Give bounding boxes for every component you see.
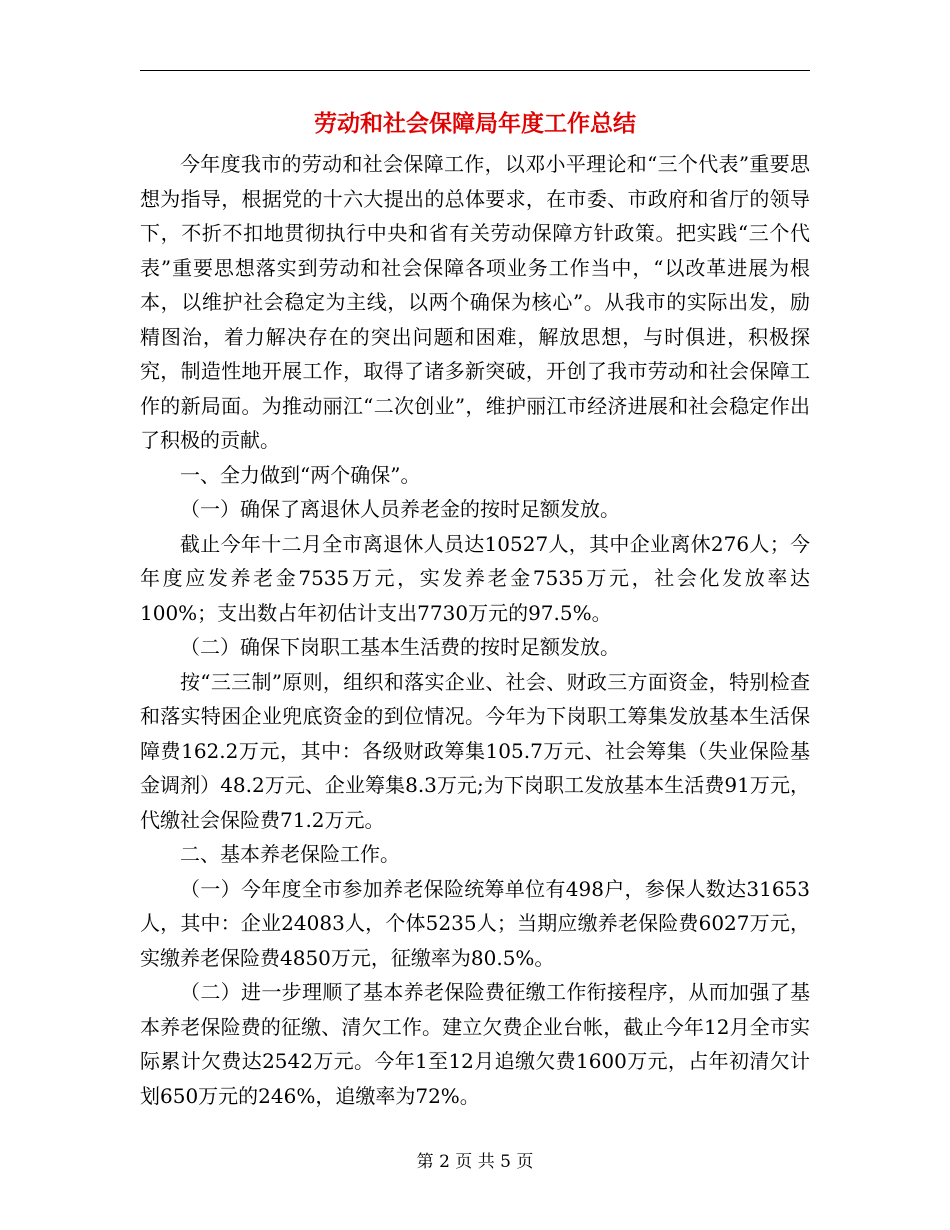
document-body [140,147,810,1113]
paragraph-intro: 今年度我市的劳动和社会保障工作，以邓小平理论和“三个代表”重要思想为指导，根据党的十六大提出的总体要求，在市委、市政府和省厅的领导下，不折不扣地贯彻执行中央和省有关劳动保障方针政策。把实践“三个代表”重要思想落实到劳动和社会保障各项业务工作当中，“以改革进展为根本，以维护社会稳定为主线，以两个确保为核心”。从我市的实际出发，励精图治，着力解决存在的突出问题和困难，解放思想，与时俱进，积极探究，制造性地开展工作，取得了诸多新突破，开创了我市劳动和社会保障工作的新局面。为推动丽江“二次创业”，维护丽江市经济进展和社会稳定作出了积极的贡献。 [140,152,810,452]
section-heading-1: 一、全力做到“两个确保”。 [180,462,421,487]
page-number: 第 2 页 共 5 页 [416,1152,534,1172]
subsection-heading-1-1: （一）确保了离退休人员养老金的按时足额发放。 [180,497,620,521]
document-title: 劳动和社会保障局年度工作总结 [314,110,636,137]
subsection-heading-1-2: （二）确保下岗职工基本生活费的按时足额发放。 [180,635,620,659]
section-heading-2: 二、基本养老保险工作。 [180,842,400,866]
paragraph-pension-coverage: （一）今年度全市参加养老保险统筹单位有498户，参保人数达31653人，其中：企业24083人，个体5235人；当期应缴养老保险费6027万元，实缴养老保险费4850万元，征缴率为80.5%。 [140,876,810,970]
header-rule [140,70,810,71]
paragraph-pension-payment: 截止今年十二月全市离退休人员达10527人，其中企业离休276人；今年度应发养老金7535万元，实发养老金7535万元，社会化发放率达100%；支出数占年初估计支出7730万元的97.5%。 [140,531,810,625]
paragraph-laid-off-allowance: 按“三三制”原则，组织和落实企业、社会、财政三方面资金，特别检查和落实特困企业兜底资金的到位情况。今年为下岗职工筹集发放基本生活保障费162.2万元，其中：各级财政筹集105.7万元、社会筹集（失业保险基金调剂）48.2万元、企业筹集8.3万元;为下岗职工发放基本生活费91万元，代缴社会保险费71.2万元。 [140,669,810,832]
paragraph-pension-collection: （二）进一步理顺了基本养老保险费征缴工作衔接程序，从而加强了基本养老保险费的征缴、清欠工作。建立欠费企业台帐，截止今年12月全市实际累计欠费达2542万元。今年1至12月追缴欠费1600万元，占年初清欠计划650万元的246%，追缴率为72%。 [140,980,810,1108]
